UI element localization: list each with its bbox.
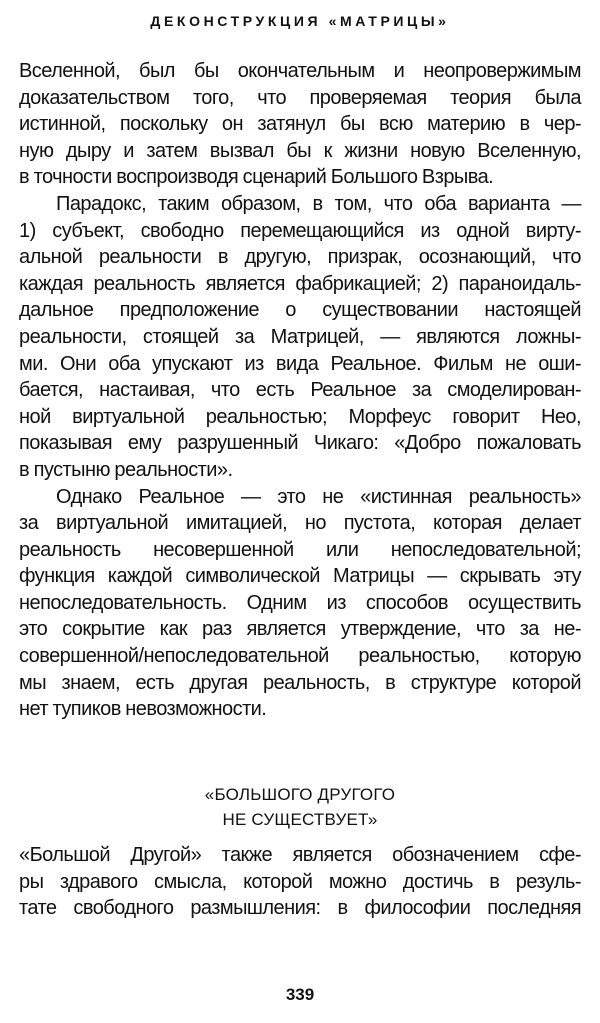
text-line: мы знаем, есть другая реальность, в структуре которой bbox=[19, 671, 581, 694]
text-line: «Большой Другой» также является обозначением сфе- bbox=[19, 844, 581, 866]
text-line: ную дыру и затем вызвал бы к жизни новую Вселенную, bbox=[19, 139, 581, 162]
text-line: показывая ему разрушенный Чикаго: «Добро пожаловать bbox=[19, 432, 581, 455]
text-line: ры здравого смысла, которой можно достичь в резуль- bbox=[19, 870, 581, 893]
text-line: Вселенной, был бы окончательным и неопровержимым bbox=[19, 60, 581, 82]
text-line: альной реальности в другую, призрак, осознающий, что bbox=[19, 246, 581, 269]
text-line: Однако Реальное — это не «истинная реальность» bbox=[56, 485, 581, 508]
paragraph-4 bbox=[19, 842, 581, 922]
section-heading bbox=[0, 782, 600, 832]
text-line: бается, настаивая, что есть Реальное за смоделирован- bbox=[19, 379, 581, 402]
text-line: 1) субъект, свободно перемещающийся из одной вирту- bbox=[19, 219, 581, 242]
text-line: ми. Они оба упускают из вида Реальное. Фильм не оши- bbox=[19, 352, 581, 375]
text-line: доказательством того, что проверяемая теория была bbox=[19, 86, 581, 109]
text-line: в точности воспроизводя сценарий Большого Взрыва. bbox=[19, 166, 494, 189]
text-line: совершенной/непоследовательной реальностью, которую bbox=[19, 645, 581, 668]
text-line: истинной, поскольку он затянул бы всю материю в чер- bbox=[19, 113, 581, 136]
text-line: дальное предположение о существовании настоящей bbox=[19, 299, 581, 322]
running-head: ДЕКОНСТРУКЦИЯ «МАТРИЦЫ» bbox=[150, 13, 450, 29]
text-line: функция каждой символической Матрицы — скрывать эту bbox=[19, 565, 581, 588]
text-line: за виртуальной имитацией, но пустота, которая делает bbox=[19, 512, 581, 535]
section-heading-line-1: «БОЛЬШОГО ДРУГОГО bbox=[204, 785, 396, 804]
text-line: нет тупиков невозможности. bbox=[19, 698, 267, 721]
page-number: 339 bbox=[285, 985, 315, 1004]
body-text-upper bbox=[19, 58, 581, 723]
text-line: каждая реальность является фабрикацией; 2) параноидаль- bbox=[19, 272, 581, 295]
paragraph-2 bbox=[19, 191, 581, 484]
text-line: Парадокс, таким образом, в том, что оба варианта — bbox=[56, 192, 581, 215]
section-heading-line-2: НЕ СУЩЕСТВУЕТ» bbox=[222, 810, 378, 829]
text-line: в пустыню реальности». bbox=[19, 458, 233, 481]
paragraph-1 bbox=[19, 58, 581, 191]
paragraph-3 bbox=[19, 484, 581, 723]
text-line: ной виртуальной реальностью; Морфеус говорит Нео, bbox=[19, 405, 581, 428]
body-text-lower bbox=[19, 842, 581, 922]
text-line: реальности, стоящей за Матрицей, — являются ложны- bbox=[19, 325, 581, 348]
text-line: это сокрытие как раз является утверждение, что за не- bbox=[19, 618, 581, 641]
text-line: реальность несовершенной или непоследовательной; bbox=[19, 538, 581, 561]
text-line: тате свободного размышления: в философии последняя bbox=[19, 897, 581, 920]
text-line: непоследовательность. Одним из способов осуществить bbox=[19, 591, 581, 614]
